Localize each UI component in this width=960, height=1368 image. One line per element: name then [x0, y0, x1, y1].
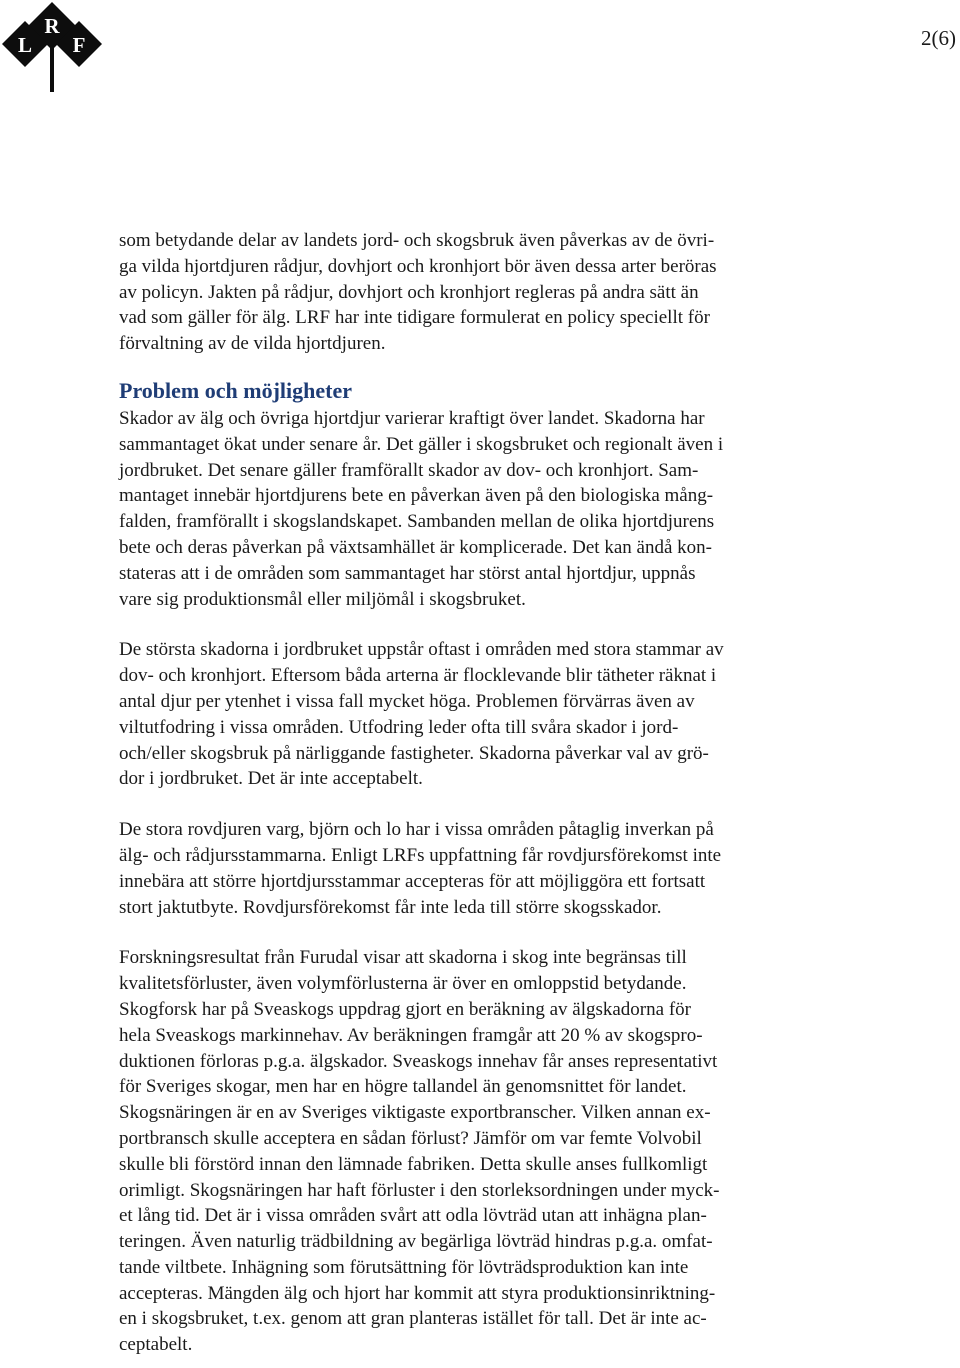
text-line: skulle bli förstörd innan den lämnade fabriken. Detta skulle anses fullkomligt	[119, 1153, 708, 1175]
text-line: jordbruket. Det senare gäller framförallt skador av dov- och kronhjort. Sam-	[119, 459, 699, 481]
text-line: ceptabelt.	[119, 1334, 193, 1356]
logo-letter-r: R	[44, 14, 60, 38]
text-line: stort jaktutbyte. Rovdjursförekomst får inte leda till större skogsskador.	[119, 896, 662, 918]
text-line: förvaltning av de vilda hjortdjuren.	[119, 333, 386, 355]
text-line: portbransch skulle acceptera en sådan förlust? Jämför om var femte Volvobil	[119, 1127, 702, 1149]
text-line: viltutfodring i vissa områden. Utfodring leder ofta till svåra skador i jord-	[119, 716, 679, 738]
text-line: en i skogsbruket, t.ex. genom att gran planteras istället för tall. Det är inte ac-	[119, 1308, 707, 1330]
intro-paragraph	[119, 228, 841, 357]
text-line: Skogforsk har på Sveaskogs uppdrag gjort en beräkning av älgskadorna för	[119, 998, 691, 1020]
text-line: sammantaget ökat under senare år. Det gäller i skogsbruket och regionalt även i	[119, 433, 724, 455]
text-line: kvalitetsförluster, även volymförlusterna är över en omloppstid betydande.	[119, 973, 687, 995]
logo-letter-f: F	[72, 33, 86, 57]
text-line: duktionen förloras p.g.a. älgskador. Sveaskogs innehav får anses representativt	[119, 1050, 718, 1072]
text-line: som betydande delar av landets jord- och skogsbruk även påverkas av de övri-	[119, 230, 715, 251]
text-line: De stora rovdjuren varg, björn och lo har i vissa områden påtaglig inverkan på	[119, 819, 714, 841]
text-line: hela Sveaskogs markinnehav. Av beräkningen framgår att 20 % av skogspro-	[119, 1024, 703, 1046]
text-line: falden, framförallt i skogslandskapet. Sambanden mellan de olika hjortdjurens	[119, 511, 715, 533]
paragraph-agriculture-damage	[119, 637, 841, 792]
text-line: accepteras. Mängden älg och hjort har kommit att styra produktionsinriktning-	[119, 1282, 716, 1304]
paragraph-predators	[119, 817, 841, 920]
text-line: vare sig produktionsmål eller miljömål i skogsbruket.	[119, 588, 526, 610]
text-line: De största skadorna i jordbruket uppstår oftast i områden med stora stammar av	[119, 639, 724, 661]
text-line: tande viltbete. Inhägning som förutsättning för lövträdsproduktion kan inte	[119, 1256, 689, 1278]
text-line: stateras att i de områden som sammantaget har störst antal hjortdjur, uppnås	[119, 562, 696, 584]
text-line: Skador av älg och övriga hjortdjur varierar kraftigt över landet. Skadorna har	[119, 407, 705, 429]
text-line: ga vilda hjortdjuren rådjur, dovhjort och kronhjort bör även dessa arter beröras	[119, 255, 717, 277]
text-line: Skogsnäringen är en av Sveriges viktigaste exportbranscher. Vilken annan ex-	[119, 1102, 711, 1124]
text-line: vad som gäller för älg. LRF har inte tidigare formulerat en policy speciellt för	[119, 307, 710, 329]
document-body	[119, 228, 841, 1358]
text-line: för Sveriges skogar, men har en högre tallandel än genomsnittet för landet.	[119, 1076, 687, 1098]
text-line: bete och deras påverkan på växtsamhället är komplicerade. Det kan ändå kon-	[119, 536, 712, 558]
paragraph-damage-overview	[119, 406, 841, 612]
lrf-logo	[0, 0, 104, 94]
text-line: dor i jordbruket. Det är inte acceptabelt.	[119, 768, 423, 790]
page-number: 2(6)	[921, 26, 956, 50]
logo-letter-l: L	[17, 33, 33, 57]
paragraph-research-results	[119, 945, 841, 1358]
text-line: av policyn. Jakten på rådjur, dovhjort och kronhjort regleras på andra sätt än	[119, 281, 699, 303]
text-line: dov- och kronhjort. Eftersom båda arterna är flocklevande blir tätheter räknat i	[119, 665, 717, 687]
text-line: et lång tid. Det är i vissa områden svårt att odla lövträd utan att inhägna plan-	[119, 1205, 707, 1227]
section-heading: Problem och möjligheter	[119, 377, 352, 403]
text-line: älg- och rådjursstammarna. Enligt LRFs uppfattning får rovdjursförekomst inte	[119, 844, 722, 866]
text-line: Forskningsresultat från Furudal visar att skadorna i skog inte begränsas till	[119, 947, 687, 969]
text-line: antal djur per ytenhet i vissa fall mycket höga. Problemen förvärras även av	[119, 690, 695, 712]
text-line: mantaget innebär hjortdjurens bete en påverkan även på den biologiska mång-	[119, 485, 714, 507]
text-line: innebära att större hjortdjursstammar accepteras för att möjliggöra ett fortsatt	[119, 870, 706, 892]
text-line: orimligt. Skogsnäringen har haft förluster i den storleksordningen under myck-	[119, 1179, 720, 1201]
text-line: och/eller skogsbruk på närliggande fastigheter. Skadorna påverkar val av grö-	[119, 742, 709, 764]
text-line: teringen. Även naturlig trädbildning av begärliga lövträd hindras p.g.a. omfat-	[119, 1231, 713, 1253]
